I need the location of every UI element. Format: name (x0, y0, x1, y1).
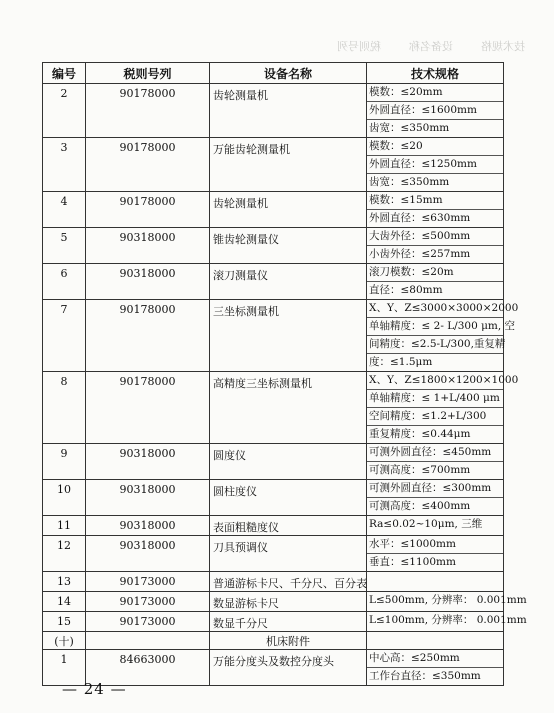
tariff-code: 90318000 (86, 228, 210, 264)
equipment-name: 普通游标卡尺、千分尺、百分表 (210, 572, 367, 592)
spec-line: 可测高度：≤400mm (369, 500, 471, 512)
table-row (43, 592, 504, 612)
tariff-code: 90318000 (86, 264, 210, 300)
table-header-row (43, 63, 504, 84)
spec-line: 模数：≤20mm (367, 84, 503, 102)
spec-cell (367, 480, 504, 516)
spec-line: L≤500mm, 分辨率： 0.001mm (369, 594, 527, 606)
spec-line: 模数：≤20 (367, 138, 503, 156)
equipment-name: 万能齿轮测量机 (210, 138, 367, 192)
row-number: 11 (43, 516, 86, 536)
table-row (43, 516, 504, 536)
row-number: 10 (43, 480, 86, 516)
equipment-name: 锥齿轮测量仪 (210, 228, 367, 264)
tariff-code: 90178000 (86, 372, 210, 444)
equipment-name: 三坐标测量机 (210, 300, 367, 372)
spec-line: 度：≤1.5μm (369, 356, 433, 368)
spec-line: 中心高：≤250mm (367, 650, 503, 668)
tariff-code: 90173000 (86, 572, 210, 592)
tariff-code: 90178000 (86, 84, 210, 138)
spec-cell (367, 372, 519, 444)
equipment-name: 齿轮测量机 (210, 84, 367, 138)
tariff-code: 90318000 (86, 480, 210, 516)
spec-line: 模数：≤15mm (367, 192, 503, 210)
table-row (43, 192, 504, 228)
table-row (43, 300, 504, 372)
equipment-name: 圆柱度仪 (210, 480, 367, 516)
spec-cell (367, 300, 519, 372)
tariff-code: 90173000 (86, 612, 210, 632)
spec-line: X、Y、Z≤1800×1200×1000 (367, 372, 503, 390)
equipment-name: 高精度三坐标测量机 (210, 372, 367, 444)
tariff-code: 90178000 (86, 192, 210, 228)
spec-cell (367, 228, 504, 264)
spec-line (367, 572, 503, 589)
spec-line: 间精度：≤2.5-L/300,重复精 (367, 336, 503, 354)
tariff-code: 90318000 (86, 516, 210, 536)
spec-line: 可测高度：≤700mm (369, 464, 471, 476)
equipment-name: 表面粗糙度仪 (210, 516, 367, 536)
equipment-name: 圆度仪 (210, 444, 367, 480)
spec-cell (367, 516, 504, 536)
spec-cell (367, 192, 504, 228)
equipment-name: 数显游标卡尺 (210, 592, 367, 612)
row-number: 3 (43, 138, 86, 192)
spec-line: 可测外圆直径：≤300mm (367, 480, 503, 498)
row-number: 13 (43, 572, 86, 592)
bleed-through-header (300, 38, 525, 54)
table-row (43, 264, 504, 300)
equipment-name: 刀具预调仪 (210, 536, 367, 572)
spec-cell (367, 138, 504, 192)
spec-line: 单轴精度：≤ 1+L/400 μm (367, 390, 503, 408)
section-number: (十) (43, 632, 86, 650)
row-number: 7 (43, 300, 86, 372)
spec-line: 大齿外径：≤500mm (367, 228, 503, 246)
tariff-code: 90318000 (86, 444, 210, 480)
equipment-name: 滚刀测量仪 (210, 264, 367, 300)
table-row (43, 572, 504, 592)
tariff-code: 90178000 (86, 300, 210, 372)
section-title: 机床附件 (210, 632, 367, 650)
spec-line: 单轴精度：≤ 2- L/300 μm, 空 (367, 318, 503, 336)
spec-cell (367, 650, 504, 686)
spec-cell (367, 536, 504, 572)
row-number: 8 (43, 372, 86, 444)
spec-line: 外圆直径：≤630mm (369, 212, 471, 224)
row-number: 5 (43, 228, 86, 264)
equipment-name: 齿轮测量机 (210, 192, 367, 228)
table-row (43, 84, 504, 138)
table-row (43, 444, 504, 480)
row-number: 15 (43, 612, 86, 632)
spec-cell (367, 444, 504, 480)
tariff-code: 84663000 (86, 650, 210, 686)
ghost-text: 设备名称 (409, 40, 453, 53)
spec-line: 外圆直径：≤1600mm (367, 102, 503, 120)
row-number: 4 (43, 192, 86, 228)
row-number: 2 (43, 84, 86, 138)
spec-line: 齿宽：≤350mm (369, 176, 450, 188)
row-number: 6 (43, 264, 86, 300)
spec-line: 滚刀模数：≤20m (367, 264, 503, 282)
ghost-text: 技术规格 (481, 40, 525, 53)
table-row (43, 228, 504, 264)
table-row (43, 480, 504, 516)
table-row (43, 612, 504, 632)
equipment-name: 数显千分尺 (210, 612, 367, 632)
section-empty-cell (367, 632, 504, 650)
spec-cell (367, 264, 504, 300)
equipment-table (42, 62, 527, 686)
spec-line: Ra≤0.02~10μm, 三维 (369, 518, 483, 530)
equipment-name: 万能分度头及数控分度头 (210, 650, 367, 686)
page-number: — 24 — (62, 680, 127, 698)
table-row (43, 372, 504, 444)
spec-cell (367, 612, 527, 632)
spec-cell (367, 84, 504, 138)
table-body (43, 84, 527, 686)
row-number: 14 (43, 592, 86, 612)
spec-line: 外圆直径：≤1250mm (367, 156, 503, 174)
section-row (43, 632, 504, 650)
spec-line: 垂直：≤1100mm (369, 556, 456, 568)
spec-line: 重复精度：≤0.44μm (369, 428, 471, 440)
spec-line: 可测外圆直径：≤450mm (367, 444, 503, 462)
spec-line: X、Y、Z≤3000×3000×2000 (367, 300, 503, 318)
spec-line: L≤100mm, 分辨率： 0.001mm (369, 614, 527, 626)
tariff-code: 90178000 (86, 138, 210, 192)
row-number: 1 (43, 650, 86, 686)
tariff-code: 90173000 (86, 592, 210, 612)
spec-line: 直径：≤80mm (369, 284, 443, 296)
header-name: 设备名称 (210, 63, 367, 84)
header-code: 税则号列 (86, 63, 210, 84)
spec-line: 水平：≤1000mm (367, 536, 503, 554)
spec-line: 工作台直径：≤350mm (369, 670, 481, 682)
tariff-code: 90318000 (86, 536, 210, 572)
row-number: 9 (43, 444, 86, 480)
section-empty-cell (86, 632, 210, 650)
spec-line: 空间精度：≤1.2+L/300 (367, 408, 503, 426)
table-row (43, 536, 504, 572)
header-spec: 技术规格 (367, 63, 504, 84)
spec-line: 齿宽：≤350mm (369, 122, 450, 134)
table-row (43, 138, 504, 192)
spec-cell (367, 572, 504, 592)
header-no: 编号 (43, 63, 86, 84)
row-number: 12 (43, 536, 86, 572)
spec-line: 小齿外径：≤257mm (369, 248, 471, 260)
ghost-text: 税则号列 (337, 40, 381, 53)
spec-cell (367, 592, 527, 612)
